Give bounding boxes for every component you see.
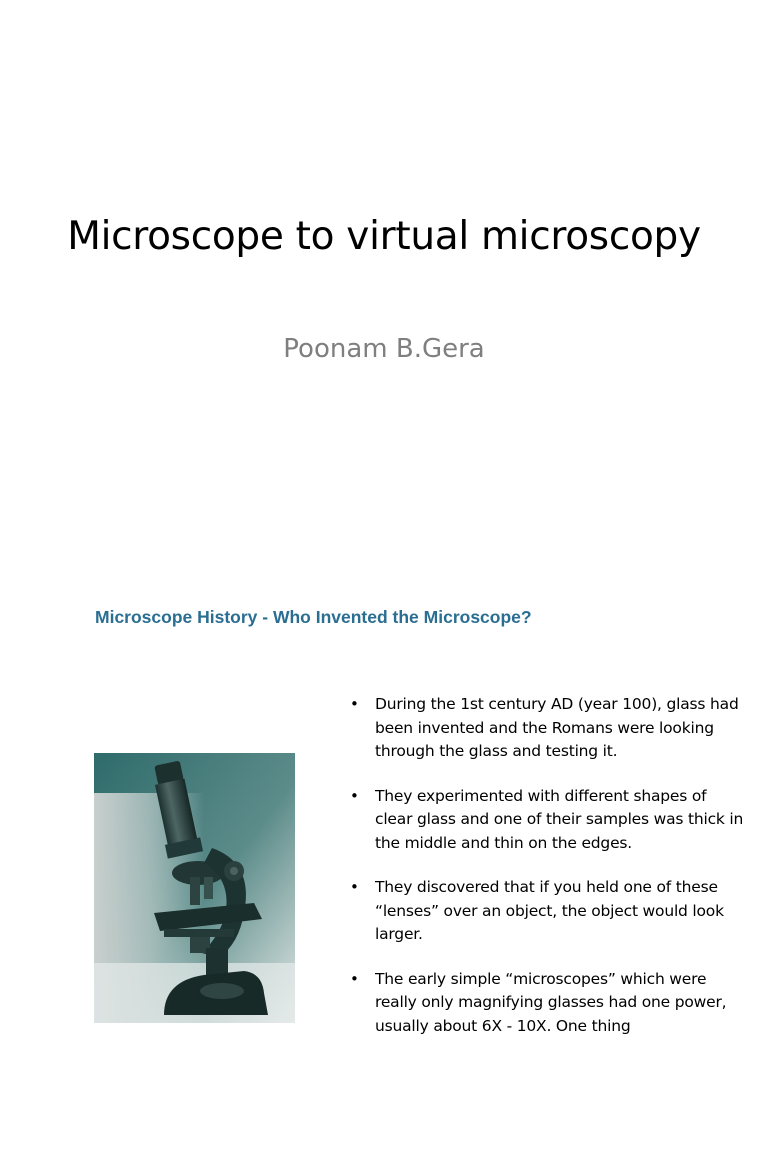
bullet-icon: • [350, 969, 359, 988]
list-item [348, 785, 748, 856]
bullet-text: During the 1st century AD (year 100), glass had been invented and the Romans were looking through the glass and testing it. [375, 695, 739, 760]
bullet-list [348, 693, 748, 1059]
history-slide [0, 576, 768, 1152]
list-item [348, 968, 748, 1039]
bullet-text: They discovered that if you held one of these “lenses” over an object, the object would look larger. [375, 878, 724, 943]
presentation-title: Microscope to virtual microscopy [67, 214, 701, 259]
bullet-icon: • [350, 878, 359, 896]
bullet-icon: • [350, 786, 359, 805]
microscope-image [94, 753, 295, 1023]
slide-heading: Microscope History - Who Invented the Microscope? [95, 607, 532, 627]
list-item [348, 693, 748, 764]
bullet-icon: • [350, 695, 359, 713]
bullet-text: The early simple “microscopes” which were really only magnifying glasses had one power, usually about 6X - 10X. One thing [375, 969, 727, 1035]
microscope-illustration [94, 753, 295, 1023]
list-item [348, 876, 748, 947]
bullet-text: They experimented with different shapes of clear glass and one of their samples was thick in the middle and thin on the edges. [375, 786, 744, 852]
author-name: Poonam B.Gera [283, 334, 485, 364]
